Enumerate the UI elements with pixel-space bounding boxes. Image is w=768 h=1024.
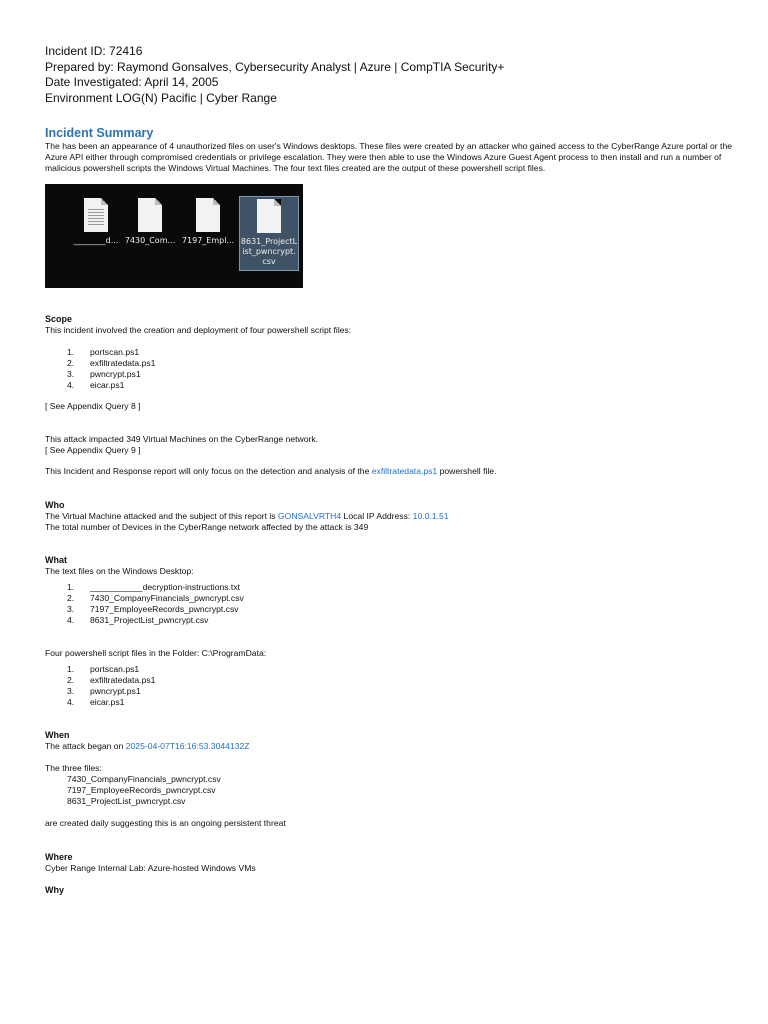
desktop-file-1 [67, 198, 125, 246]
incident-summary-text: The has been an appearance of 4 unauthorized files on user's Windows desktops. These files were created by an attacker who gained access to the CyberRange Azure portal or the Azure API either through compromised credentials or privilege escalation. They were then able to use the Windows Azure Guest Agent process to then install and run a number of malicious powershell scripts the Windows Virtual Machines. The four text files created are the output of these powershell script files. [45, 141, 733, 173]
vm-name-link[interactable]: GONSALVRTH4 [277, 511, 342, 521]
list-item: 2. exfiltratedata.ps1 [67, 675, 156, 685]
list-item: 3. 7197_EmployeeRecords_pwncrypt.csv [67, 604, 239, 614]
file-icon [257, 199, 281, 233]
text-file-icon [84, 198, 108, 232]
prepared-by: Prepared by: Raymond Gonsalves, Cybersecurity Analyst | Azure | CompTIA Security+ [45, 59, 505, 74]
file-icon [138, 198, 162, 232]
impact-text: This attack impacted 349 Virtual Machines on the CyberRange network. [45, 434, 319, 444]
file-line: 7430_CompanyFinancials_pwncrypt.csv [67, 774, 221, 784]
file-line: 8631_ProjectList_pwncrypt.csv [67, 796, 186, 806]
file-label: 8631_ProjectL ist_pwncrypt. csv [240, 237, 298, 266]
timestamp-link[interactable]: 2025-04-07T16:16:53.3044132Z [125, 741, 250, 751]
desktop-screenshot [45, 184, 303, 288]
file-line: 7197_EmployeeRecords_pwncrypt.csv [67, 785, 216, 795]
who-total: The total number of Devices in the CyberRange network affected by the attack is 349 [45, 522, 369, 532]
file-label: 7197_Empl... [181, 236, 235, 245]
environment: Environment LOG(N) Pacific | Cyber Range [45, 90, 277, 105]
list-item: 3. pwncrypt.ps1 [67, 369, 141, 379]
file-icon [196, 198, 220, 232]
scope-list [45, 347, 735, 391]
scope-heading: Scope [45, 314, 73, 324]
where-text: Cyber Range Internal Lab: Azure-hosted Windows VMs [45, 863, 256, 873]
list-item: 1. ___________decryption-instructions.txt [67, 582, 241, 592]
scope-intro: This incident involved the creation and deployment of four powershell script files: [45, 325, 352, 335]
when-text: The attack began on 2025-04-07T16:16:53.3044132Z [45, 741, 250, 751]
date-investigated: Date Investigated: April 14, 2005 [45, 75, 219, 89]
persistent-threat-text: are created daily suggesting this is an ongoing persistent threat [45, 818, 286, 828]
appendix-ref-9: [ See Appendix Query 9 ] [45, 445, 141, 455]
incident-summary-heading: Incident Summary [45, 126, 154, 140]
list-item: 4. eicar.ps1 [67, 697, 125, 707]
list-item: 1. portscan.ps1 [67, 664, 140, 674]
three-files-label: The three files: [45, 763, 102, 773]
what-intro-2: Four powershell script files in the Folder: C:\ProgramData: [45, 648, 267, 658]
what-intro: The text files on the Windows Desktop: [45, 566, 194, 576]
focus-text: This Incident and Response report will only focus on the detection and analysis of the exfiltratedata.ps1 powershell file. [45, 466, 497, 476]
what-heading: What [45, 555, 67, 565]
appendix-ref-8: [ See Appendix Query 8 ] [45, 401, 141, 411]
report-page [45, 44, 735, 896]
script-files-list [45, 664, 735, 708]
list-item: 2. exfiltratedata.ps1 [67, 358, 156, 368]
incident-id: Incident ID: 72416 [45, 44, 143, 58]
ip-address-link[interactable]: 10.0.1.51 [412, 511, 449, 521]
where-heading: Where [45, 852, 73, 862]
who-heading: Who [45, 500, 65, 510]
list-item: 3. pwncrypt.ps1 [67, 686, 141, 696]
why-heading: Why [45, 885, 64, 895]
who-text: The Virtual Machine attacked and the subject of this report is GONSALVRTH4 Local IP Address: 10.0.1.51 [45, 511, 449, 521]
list-item: 2. 7430_CompanyFinancials_pwncrypt.csv [67, 593, 244, 603]
file-label: ________d... [73, 236, 119, 245]
desktop-file-4-selected [239, 196, 299, 271]
file-label: 7430_Com... [124, 236, 176, 245]
desktop-file-3 [179, 198, 237, 246]
when-heading: When [45, 730, 70, 740]
desktop-file-2 [121, 198, 179, 246]
desktop-files-list [45, 582, 735, 626]
list-item: 4. eicar.ps1 [67, 380, 125, 390]
list-item: 1. portscan.ps1 [67, 347, 140, 357]
exfiltratedata-link[interactable]: exfiltratedata.ps1 [371, 466, 438, 476]
list-item: 4. 8631_ProjectList_pwncrypt.csv [67, 615, 209, 625]
